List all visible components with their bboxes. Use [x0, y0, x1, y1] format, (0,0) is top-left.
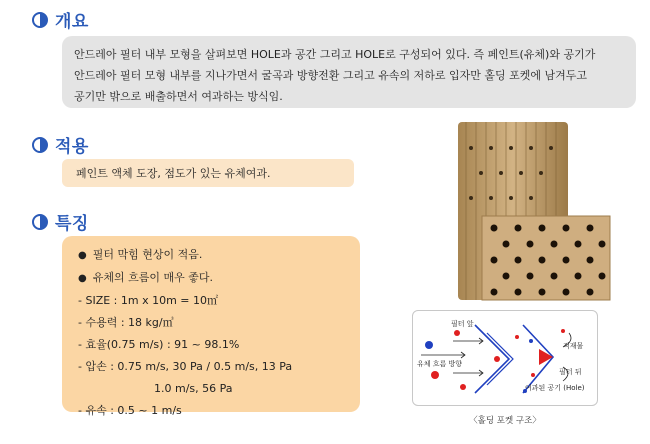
- features-title: 특징: [55, 214, 89, 234]
- overview-heading: [32, 7, 89, 32]
- label-filter-back: 필터 뒤: [559, 368, 582, 376]
- label-filtered-air: 여과된 공기 (Hole): [525, 384, 585, 392]
- label-loaded-material: 적재물: [563, 342, 584, 350]
- filter-photo: [448, 118, 618, 304]
- application-title: 적용: [55, 137, 89, 157]
- overview-box: [62, 36, 636, 108]
- features-heading: [32, 209, 89, 234]
- label-flow-direction: 유체 흐름 방향: [417, 360, 463, 368]
- features-box: [62, 236, 360, 417]
- spec-row-continued: 1.0 m/s, 56 Pa: [154, 382, 233, 395]
- application-text: 페인트 액체 도장, 점도가 있는 유체여과.: [76, 167, 271, 180]
- filter-roll-illustration: [448, 118, 618, 304]
- overview-line: 공기만 밖으로 배출하면서 여과하는 방식임.: [74, 90, 283, 103]
- diagram-caption: 〈홀딩 포켓 구조〉: [469, 416, 541, 426]
- overview-line: 안드레아 필터 내부 모형을 살펴보면 HOLE과 공간 그리고 HOLE로 구성되어 있다. 즉 페인트(유체)와 공기가: [74, 48, 596, 61]
- holding-pocket-diagram: [412, 310, 598, 406]
- half-circle-icon: [32, 12, 48, 28]
- feature-bullet: ● 유체의 흐름이 매우 좋다.: [78, 267, 350, 290]
- application-box: [62, 159, 354, 187]
- spec-row: - 압손 : 0.75 m/s, 30 Pa / 0.5 m/s, 13 Pa: [78, 360, 293, 373]
- application-heading: [32, 132, 89, 157]
- feature-bullet: ● 필터 막힘 현상이 적음.: [78, 244, 350, 267]
- spec-row: - 수용력 : 18 kg/㎥: [78, 316, 174, 329]
- spec-row: - 유속 : 0.5 ~ 1 m/s: [78, 404, 182, 417]
- half-circle-icon: [32, 137, 48, 153]
- spec-row: - 효율(0.75 m/s) : 91 ~ 98.1%: [78, 338, 240, 351]
- half-circle-icon: [32, 214, 48, 230]
- overview-line: 안드레아 필터 모형 내부를 지나가면서 굴곡과 방향전환 그리고 유속의 저하로 입자만 홀딩 포켓에 남겨두고: [74, 69, 587, 82]
- label-filter-front: 필터 앞: [451, 320, 474, 328]
- overview-title: 개요: [55, 12, 89, 32]
- spec-row: - SIZE : 1m x 10m = 10㎡: [78, 294, 219, 307]
